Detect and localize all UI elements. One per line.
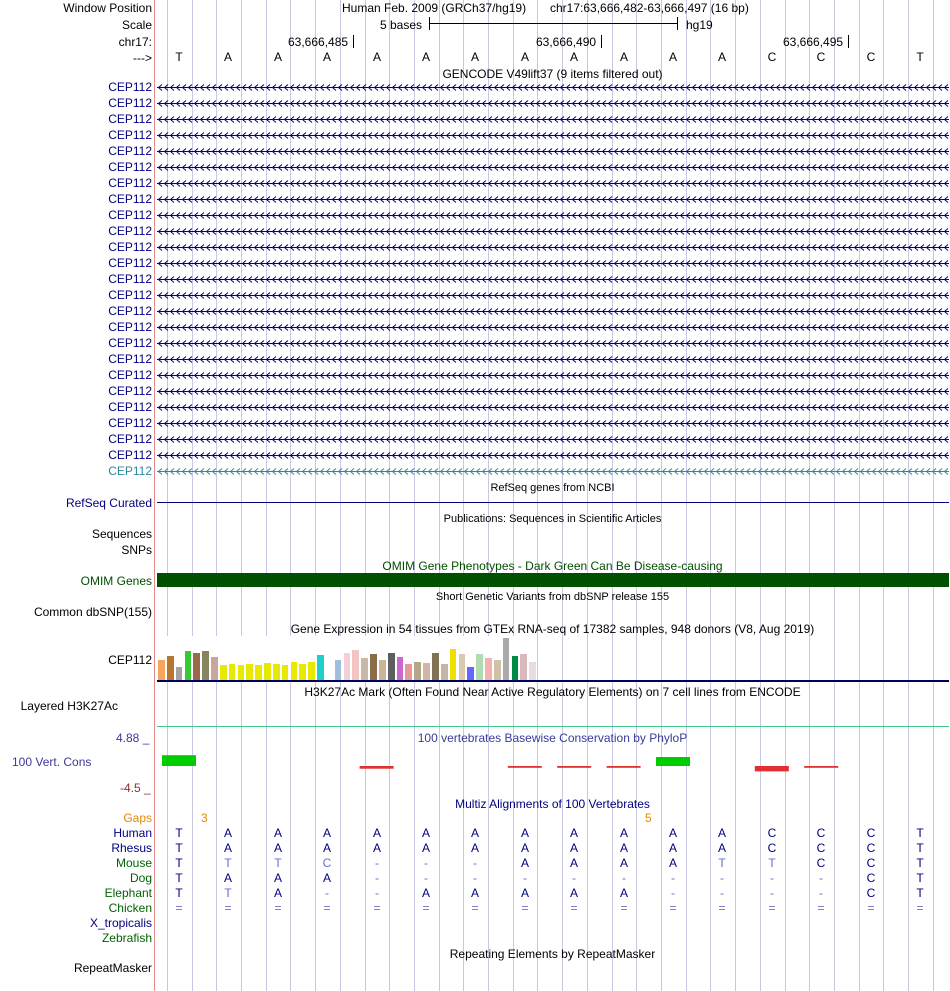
gencode-transcript-line xyxy=(157,215,949,216)
repeatmasker-label[interactable]: RepeatMasker xyxy=(73,961,152,975)
aligned-base: = xyxy=(274,901,282,915)
aligned-base: A xyxy=(470,826,479,840)
aligned-base: A xyxy=(520,856,529,870)
gtex-tissue-bar[interactable] xyxy=(335,660,342,680)
aligned-base: = xyxy=(620,901,628,915)
gtex-tissue-bar[interactable] xyxy=(529,662,536,680)
chrom-label: chr17: xyxy=(118,35,152,49)
aligned-base: - xyxy=(770,886,774,900)
aligned-base: A xyxy=(717,826,726,840)
dbsnp-label[interactable]: Common dbSNP(155) xyxy=(33,605,152,619)
aligned-base: T xyxy=(916,871,924,885)
gtex-bar-chart[interactable] xyxy=(157,636,537,680)
publications-track-title[interactable]: Publications: Sequences in Scientific Articles xyxy=(443,513,662,525)
aligned-base: T xyxy=(175,826,183,840)
position-text[interactable]: chr17:63,666,482-63,666,497 (16 bp) xyxy=(550,1,749,15)
gencode-transcript-line xyxy=(157,471,949,472)
coord-label: 63,666,485 xyxy=(288,35,349,49)
gencode-transcript-line xyxy=(157,183,949,184)
gencode-transcript-line xyxy=(157,455,949,456)
phylop-score-bar xyxy=(508,766,542,768)
multiz-track-title[interactable]: Multiz Alignments of 100 Vertebrates xyxy=(455,797,650,811)
base-letter: T xyxy=(916,50,924,64)
base-letter: A xyxy=(619,50,628,64)
aligned-base: = xyxy=(471,901,479,915)
gencode-transcript-line xyxy=(157,311,949,312)
base-letter: C xyxy=(866,50,876,64)
aligned-base: = xyxy=(521,901,529,915)
gencode-transcript-line xyxy=(157,247,949,248)
species-label[interactable]: Zebrafish xyxy=(101,931,152,945)
aligned-base: - xyxy=(325,886,329,900)
aligned-base: - xyxy=(622,871,626,885)
aligned-base: A xyxy=(223,871,232,885)
aligned-base: T xyxy=(768,856,776,870)
refseq-label[interactable]: RefSeq Curated xyxy=(65,496,152,510)
gencode-transcript-line xyxy=(157,263,949,264)
aligned-base: - xyxy=(819,886,823,900)
gtex-tissue-bar[interactable] xyxy=(282,665,289,680)
aligned-base: - xyxy=(720,886,724,900)
gencode-transcript-line xyxy=(157,119,949,120)
gtex-tissue-bar[interactable] xyxy=(361,658,368,680)
aligned-base: = xyxy=(570,901,578,915)
gtex-tissue-bar[interactable] xyxy=(379,660,386,680)
aligned-base: A xyxy=(619,826,628,840)
gencode-transcript-line xyxy=(157,103,949,104)
aligned-base: C xyxy=(866,826,876,840)
gtex-tissue-bar[interactable] xyxy=(485,658,492,680)
gtex-tissue-bar[interactable] xyxy=(370,654,377,680)
phylop-min-label: -4.5 _ xyxy=(120,781,151,795)
gtex-baseline xyxy=(157,680,949,682)
gtex-tissue-bar[interactable] xyxy=(308,662,315,680)
aligned-base: = xyxy=(373,901,381,915)
species-label[interactable]: Mouse xyxy=(115,856,152,870)
aligned-base: A xyxy=(273,826,282,840)
aligned-base: T xyxy=(175,856,183,870)
gtex-tissue-bar[interactable] xyxy=(459,654,466,680)
aligned-base: A xyxy=(619,841,628,855)
species-label[interactable]: Rhesus xyxy=(111,841,152,855)
gtex-tissue-bar[interactable] xyxy=(512,656,519,680)
scale-db: hg19 xyxy=(686,18,713,32)
aligned-base: T xyxy=(916,886,924,900)
aligned-base: T xyxy=(916,841,924,855)
publications-snps-label[interactable]: SNPs xyxy=(121,543,152,557)
aligned-base: A xyxy=(372,826,381,840)
gtex-tissue-bar[interactable] xyxy=(255,665,262,680)
scale-text: 5 bases xyxy=(380,18,423,32)
aligned-base: A xyxy=(223,841,232,855)
gencode-gene-label[interactable]: CEP112 xyxy=(108,240,152,254)
gencode-transcript-line xyxy=(157,167,949,168)
gtex-tissue-bar[interactable] xyxy=(299,664,306,680)
aligned-base: - xyxy=(572,871,576,885)
base-letter: A xyxy=(717,50,726,64)
aligned-base: A xyxy=(668,841,677,855)
refseq-track-title[interactable]: RefSeq genes from NCBI xyxy=(490,482,615,494)
aligned-base: T xyxy=(274,856,282,870)
aligned-base: C xyxy=(322,856,332,870)
aligned-base: A xyxy=(668,856,677,870)
aligned-base: - xyxy=(424,871,428,885)
gtex-tissue-bar[interactable] xyxy=(344,653,351,680)
gencode-gene-label[interactable]: CEP112 xyxy=(108,80,152,94)
aligned-base: = xyxy=(175,901,183,915)
aligned-base: A xyxy=(322,826,331,840)
base-letter: A xyxy=(372,50,381,64)
aligned-base: A xyxy=(520,886,529,900)
coord-label: 63,666,495 xyxy=(783,35,844,49)
gencode-gene-label[interactable]: CEP112 xyxy=(108,272,152,286)
aligned-base: - xyxy=(375,856,379,870)
gtex-gene-label[interactable]: CEP112 xyxy=(108,653,152,667)
omim-gene-bar[interactable] xyxy=(157,573,949,587)
gtex-tissue-bar[interactable] xyxy=(317,655,324,680)
species-label[interactable]: Dog xyxy=(129,871,152,885)
aligned-base: = xyxy=(422,901,430,915)
aligned-base: T xyxy=(175,841,183,855)
scale-label: Scale xyxy=(121,18,152,32)
gencode-transcript-line xyxy=(157,423,949,424)
gtex-tissue-bar[interactable] xyxy=(414,662,421,680)
gencode-track-title[interactable]: GENCODE V49lift37 (9 items filtered out) xyxy=(442,67,663,81)
gencode-gene-label[interactable]: CEP112 xyxy=(108,256,152,270)
gtex-tissue-bar[interactable] xyxy=(158,660,165,680)
species-label[interactable]: Elephant xyxy=(104,886,152,900)
dbsnp-track-title[interactable]: Short Genetic Variants from dbSNP release 155 xyxy=(435,591,670,603)
aligned-base: A xyxy=(470,841,479,855)
gencode-transcript-line xyxy=(157,135,949,136)
gencode-gene-label[interactable]: CEP112 xyxy=(108,448,152,462)
species-label[interactable]: Human xyxy=(113,826,152,840)
aligned-base: - xyxy=(473,871,477,885)
aligned-base: A xyxy=(421,826,430,840)
aligned-base: A xyxy=(619,856,628,870)
gencode-transcript-line xyxy=(157,343,949,344)
gencode-gene-label[interactable]: CEP112 xyxy=(108,384,152,398)
gtex-tissue-bar[interactable] xyxy=(441,664,448,680)
gencode-gene-label[interactable]: CEP112 xyxy=(108,464,152,478)
aligned-base: T xyxy=(224,856,232,870)
aligned-base: = xyxy=(867,901,875,915)
gencode-gene-label[interactable]: CEP112 xyxy=(108,96,152,110)
gencode-transcript-line xyxy=(157,375,949,376)
phylop-score-bar xyxy=(656,757,690,766)
gtex-tissue-bar[interactable] xyxy=(229,664,236,680)
aligned-base: A xyxy=(470,886,479,900)
gencode-transcript-line xyxy=(157,407,949,408)
gtex-tissue-bar[interactable] xyxy=(423,663,430,680)
aligned-base: A xyxy=(322,841,331,855)
gencode-transcript-line xyxy=(157,279,949,280)
gtex-tissue-bar[interactable] xyxy=(220,665,227,680)
aligned-base: T xyxy=(175,886,183,900)
aligned-base: A xyxy=(322,871,331,885)
phylop-track-title[interactable]: 100 vertebrates Basewise Conservation by PhyloP xyxy=(417,731,688,745)
assembly-text: Human Feb. 2009 (GRCh37/hg19) xyxy=(342,1,527,15)
aligned-base: - xyxy=(671,871,675,885)
aligned-base: T xyxy=(718,856,726,870)
aligned-base: A xyxy=(421,841,430,855)
gtex-tissue-bar[interactable] xyxy=(503,638,510,680)
refseq-gene-line[interactable] xyxy=(157,502,949,503)
gencode-gene-label[interactable]: CEP112 xyxy=(108,224,152,238)
omim-track-title[interactable]: OMIM Gene Phenotypes - Dark Green Can Be Disease-causing xyxy=(382,559,723,573)
gtex-tissue-bar[interactable] xyxy=(467,667,474,680)
window-position-label: Window Position xyxy=(63,1,152,15)
coord-tick xyxy=(848,35,849,48)
base-letter: A xyxy=(569,50,578,64)
gencode-transcript-line xyxy=(157,327,949,328)
aligned-base: = xyxy=(224,901,232,915)
gencode-gene-label[interactable]: CEP112 xyxy=(108,416,152,430)
aligned-base: - xyxy=(375,886,379,900)
base-letter: A xyxy=(668,50,677,64)
gtex-tissue-bar[interactable] xyxy=(405,664,412,680)
scale-bar-right-tick xyxy=(677,17,678,30)
gencode-gene-label[interactable]: CEP112 xyxy=(108,352,152,366)
aligned-base: - xyxy=(671,886,675,900)
gtex-tissue-bar[interactable] xyxy=(202,651,209,680)
gtex-tissue-bar[interactable] xyxy=(264,663,271,680)
phylop-max-label: 4.88 _ xyxy=(116,731,150,745)
species-label[interactable]: Chicken xyxy=(108,901,152,915)
gencode-transcript-line xyxy=(157,231,949,232)
phylop-label[interactable]: 100 Vert. Cons xyxy=(12,755,92,769)
aligned-base: C xyxy=(866,841,876,855)
aligned-base: = xyxy=(768,901,776,915)
gencode-gene-label[interactable]: CEP112 xyxy=(108,112,152,126)
gencode-gene-label[interactable]: CEP112 xyxy=(108,304,152,318)
aligned-base: - xyxy=(770,871,774,885)
gtex-tissue-bar[interactable] xyxy=(193,653,200,680)
aligned-base: C xyxy=(866,886,876,900)
species-label[interactable]: X_tropicalis xyxy=(89,916,152,930)
aligned-base: C xyxy=(866,856,876,870)
gtex-tissue-bar[interactable] xyxy=(176,667,183,680)
aligned-base: = xyxy=(669,901,677,915)
aligned-base: - xyxy=(473,856,477,870)
aligned-base: = xyxy=(323,901,331,915)
aligned-base: A xyxy=(273,886,282,900)
aligned-base: - xyxy=(424,856,428,870)
gtex-tissue-bar[interactable] xyxy=(167,656,174,680)
gtex-tissue-bar[interactable] xyxy=(238,665,245,680)
h3k27ac-label[interactable]: Layered H3K27Ac xyxy=(20,699,118,713)
gencode-gene-label[interactable]: CEP112 xyxy=(108,320,152,334)
coord-tick xyxy=(601,35,602,48)
aligned-base: T xyxy=(916,826,924,840)
base-letter: A xyxy=(421,50,430,64)
phylop-score-bar xyxy=(607,766,641,768)
aligned-base: C xyxy=(816,856,826,870)
aligned-base: - xyxy=(523,871,527,885)
gencode-gene-label[interactable]: CEP112 xyxy=(108,176,152,190)
gtex-tissue-bar[interactable] xyxy=(388,653,395,680)
aligned-base: A xyxy=(372,841,381,855)
omim-label[interactable]: OMIM Genes xyxy=(80,574,152,588)
aligned-base: A xyxy=(273,841,282,855)
base-letter: C xyxy=(767,50,777,64)
aligned-base: A xyxy=(569,886,578,900)
gaps-label: Gaps xyxy=(123,811,152,825)
aligned-base: C xyxy=(816,826,826,840)
gencode-gene-label[interactable]: CEP112 xyxy=(108,128,152,142)
gencode-gene-label[interactable]: CEP112 xyxy=(108,144,152,158)
phylop-plot[interactable] xyxy=(155,744,950,784)
gencode-gene-label[interactable]: CEP112 xyxy=(108,288,152,302)
phylop-score-bar xyxy=(804,766,838,768)
coord-label: 63,666,490 xyxy=(536,35,597,49)
aligned-base: T xyxy=(175,871,183,885)
gtex-tissue-bar[interactable] xyxy=(291,662,298,680)
gencode-transcript-line xyxy=(157,359,949,360)
aligned-base: A xyxy=(668,826,677,840)
gencode-gene-label[interactable]: CEP112 xyxy=(108,336,152,350)
phylop-score-bar xyxy=(360,766,394,769)
phylop-score-bar xyxy=(557,766,591,768)
gencode-gene-label[interactable]: CEP112 xyxy=(108,368,152,382)
aligned-base: C xyxy=(767,841,777,855)
base-letter: T xyxy=(175,50,183,64)
aligned-base: - xyxy=(375,871,379,885)
aligned-base: T xyxy=(224,886,232,900)
aligned-base: C xyxy=(767,826,777,840)
gencode-transcript-line xyxy=(157,87,949,88)
gencode-gene-label[interactable]: CEP112 xyxy=(108,400,152,414)
gencode-transcript-line xyxy=(157,151,949,152)
aligned-base: A xyxy=(273,871,282,885)
aligned-base: A xyxy=(223,826,232,840)
gtex-tissue-bar[interactable] xyxy=(185,651,192,680)
gtex-tissue-bar[interactable] xyxy=(246,664,253,680)
h3k27ac-track-title[interactable]: H3K27Ac Mark (Often Found Near Active Regulatory Elements) on 7 cell lines from ENCODE xyxy=(304,685,801,699)
aligned-base: C xyxy=(866,871,876,885)
aligned-base: C xyxy=(816,841,826,855)
gtex-tissue-bar[interactable] xyxy=(211,657,218,680)
aligned-base: - xyxy=(720,871,724,885)
aligned-base: A xyxy=(421,886,430,900)
publications-sequences-label[interactable]: Sequences xyxy=(91,527,152,541)
aligned-base: - xyxy=(819,871,823,885)
aligned-base: A xyxy=(717,841,726,855)
gtex-tissue-bar[interactable] xyxy=(352,650,359,680)
gencode-transcript-line xyxy=(157,199,949,200)
gap-count: 3 xyxy=(201,811,208,825)
aligned-base: A xyxy=(619,886,628,900)
aligned-base: A xyxy=(569,826,578,840)
base-letter: A xyxy=(273,50,282,64)
aligned-base: = xyxy=(916,901,924,915)
gencode-transcript-line xyxy=(157,391,949,392)
aligned-base: A xyxy=(569,841,578,855)
aligned-base: = xyxy=(817,901,825,915)
aligned-base: A xyxy=(520,841,529,855)
base-letter: A xyxy=(470,50,479,64)
coord-tick xyxy=(353,35,354,48)
gtex-tissue-bar[interactable] xyxy=(432,653,439,680)
gencode-transcript-line xyxy=(157,295,949,296)
aligned-base: T xyxy=(916,856,924,870)
gencode-gene-label[interactable]: CEP112 xyxy=(108,432,152,446)
gtex-tissue-bar[interactable] xyxy=(494,660,501,680)
gtex-tissue-bar[interactable] xyxy=(397,657,404,680)
phylop-score-bar xyxy=(755,766,789,771)
gtex-tissue-bar[interactable] xyxy=(273,664,280,680)
base-letter: C xyxy=(816,50,826,64)
gtex-track-title[interactable]: Gene Expression in 54 tissues from GTEx RNA-seq of 17382 samples, 948 donors (V8, Aug 2019) xyxy=(290,622,815,636)
gencode-gene-label[interactable]: CEP112 xyxy=(108,192,152,206)
repeatmasker-track-title[interactable]: Repeating Elements by RepeatMasker xyxy=(449,947,656,961)
h3k27ac-signal-line xyxy=(157,726,949,727)
scale-bar xyxy=(429,23,677,24)
label-divider xyxy=(154,0,155,991)
gencode-gene-label[interactable]: CEP112 xyxy=(108,208,152,222)
gtex-tissue-bar[interactable] xyxy=(476,654,483,680)
strand-label: ---> xyxy=(133,51,152,65)
gap-count: 5 xyxy=(645,811,652,825)
gencode-transcript-line xyxy=(157,439,949,440)
aligned-base: A xyxy=(520,826,529,840)
base-letter: A xyxy=(223,50,232,64)
aligned-base: = xyxy=(718,901,726,915)
gencode-gene-label[interactable]: CEP112 xyxy=(108,160,152,174)
phylop-score-bar xyxy=(162,755,196,766)
base-letter: A xyxy=(520,50,529,64)
base-letter: A xyxy=(322,50,331,64)
gtex-tissue-bar[interactable] xyxy=(450,649,457,680)
aligned-base: A xyxy=(569,856,578,870)
gtex-tissue-bar[interactable] xyxy=(520,654,527,680)
